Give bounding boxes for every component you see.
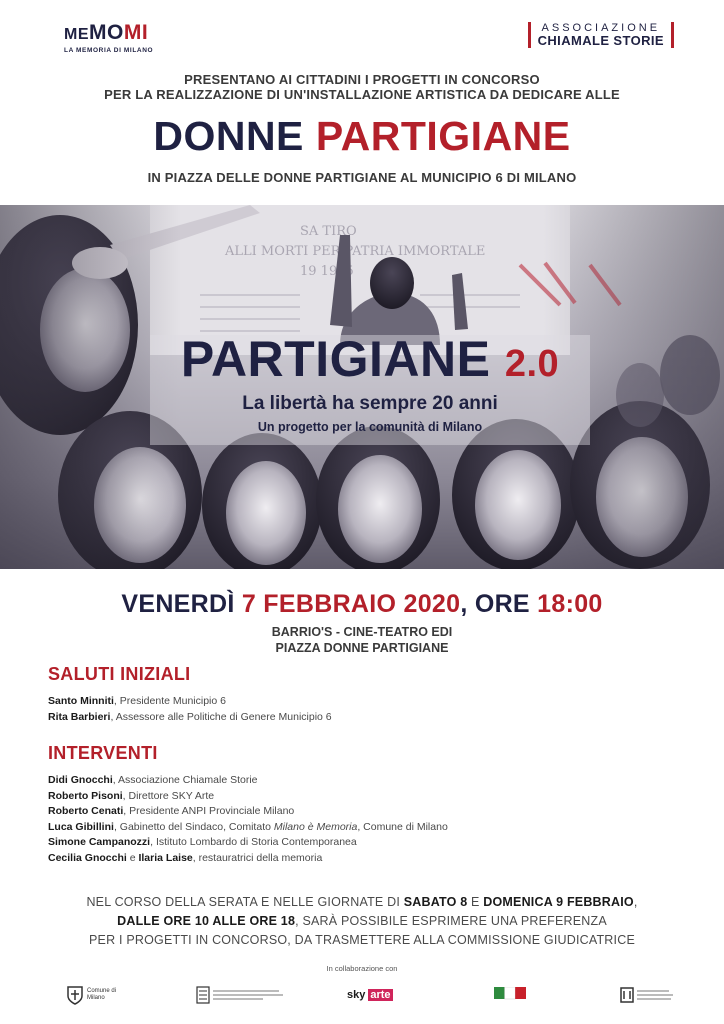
comune-milano-logo: Comune di Milano	[66, 984, 119, 1006]
headline-part2: PARTIGIANE	[315, 113, 571, 159]
list-item: Simone Campanozzi, Istituto Lombardo di Storia Contemporanea	[48, 836, 357, 848]
istituto-lombardo-logo	[620, 984, 673, 1006]
associazione-line2: CHIAMALE STORIE	[537, 33, 664, 48]
headline-part1: DONNE	[153, 113, 304, 159]
banner-subtitle: La libertà ha sempre 20 anni	[242, 393, 498, 414]
list-item: Luca Gibillini, Gabinetto del Sindaco, Comitato Milano è Memoria, Comune di Milano	[48, 820, 448, 833]
collaboration-label: In collaborazione con	[326, 964, 398, 973]
sky-arte-logo: sky arte	[347, 989, 391, 1001]
crest-icon	[66, 985, 84, 1005]
list-item: Santo Minniti, Presidente Municipio 6	[48, 695, 226, 707]
subline: IN PIAZZA DELLE DONNE PARTIGIANE AL MUNICIPIO 6 DI MILANO	[147, 170, 577, 185]
banner-text	[150, 333, 590, 434]
associazione-logo	[528, 22, 674, 48]
banner-title: PARTIGIANE 2.0	[180, 331, 560, 387]
event-venue: BARRIO'S - CINE-TEATRO EDI PIAZZA DONNE PARTIGIANE	[271, 625, 453, 655]
associazione-line1: ASSOCIAZIONE	[541, 22, 661, 34]
event-date: VENERDÌ 7 FEBBRAIO 2020, ORE 18:00	[121, 590, 603, 618]
saluti-list	[48, 694, 332, 725]
intro-text	[0, 72, 724, 102]
section-saluti-title: SALUTI INIZIALI	[48, 664, 191, 684]
section-interventi-title: INTERVENTI	[48, 743, 158, 763]
intro-line-1: PRESENTANO AI CITTADINI I PROGETTI IN CONCORSO	[184, 72, 540, 87]
memomi-wordmark: MEMOMI	[64, 21, 149, 44]
list-item: Cecilia Gnocchi e Ilaria Laise, restauratrici della memoria	[48, 851, 323, 864]
partner-logos	[0, 984, 724, 1008]
voting-note: NEL CORSO DELLA SERATA E NELLE GIORNATE DI SABATO 8 E DOMENICA 9 FEBBRAIO, DALLE ORE 10 ALLE ORE 18, SARÀ POSSIBILE ESPRIMERE UNA PREFERENZA PER I PROGETTI IN CONCORSO, DA TRASMETTERE ALLA COMMISSIONE GIUDICATRICE	[86, 895, 638, 947]
intro-line-2: PER LA REALIZZAZIONE DI UN'INSTALLAZIONE ARTISTICA DA DEDICARE ALLE	[104, 87, 620, 102]
anpi-flag-icon	[494, 987, 526, 1003]
ordine-icon	[196, 986, 210, 1004]
list-item: Roberto Cenati, Presidente ANPI Provinciale Milano	[48, 805, 295, 817]
headline	[0, 112, 724, 160]
banner-version: 2.0	[504, 343, 560, 385]
banner-subtitle-2: Un progetto per la comunità di Milano	[257, 420, 483, 434]
istituto-icon	[620, 987, 634, 1003]
memomi-logo	[64, 22, 174, 54]
ordine-text-lines	[213, 988, 283, 1002]
anpi-logo	[494, 984, 526, 1006]
ordine-architetti-logo	[196, 984, 283, 1006]
list-item: Rita Barbieri, Assessore alle Politiche di Genere Municipio 6	[48, 710, 332, 723]
istituto-text-lines	[637, 988, 673, 1002]
list-item: Roberto Pisoni, Direttore SKY Arte	[48, 789, 215, 802]
hero-banner	[0, 205, 724, 569]
list-item: Didi Gnocchi, Associazione Chiamale Storie	[48, 774, 258, 786]
memomi-tagline: LA MEMORIA DI MILANO	[64, 47, 154, 54]
interventi-list	[48, 773, 448, 866]
